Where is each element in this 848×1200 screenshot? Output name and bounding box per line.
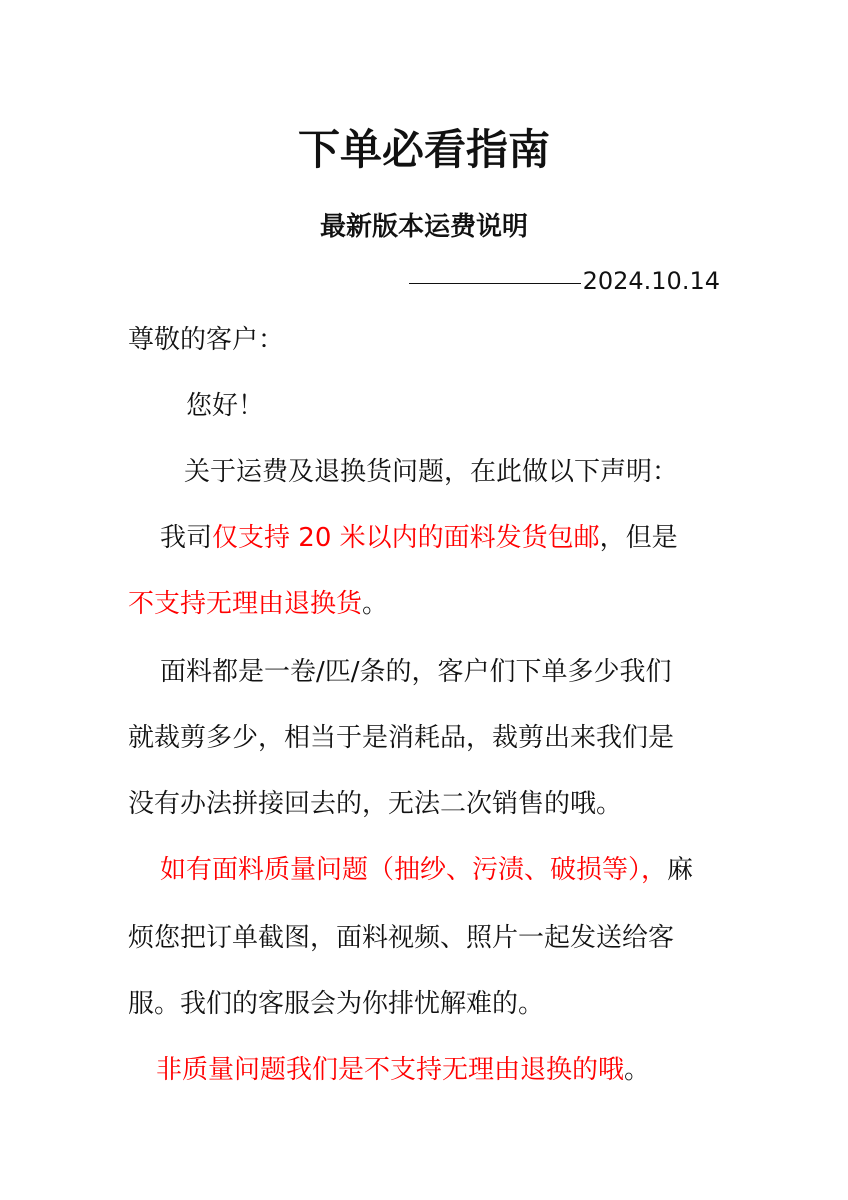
no-return-emphasis: 不支持无理由退换货	[128, 589, 363, 619]
shipping-period: 。	[362, 589, 389, 619]
date-text: 2024.10.14	[582, 267, 720, 295]
page-subtitle: 最新版本运费说明	[319, 212, 528, 242]
date-rule	[409, 283, 581, 284]
non-quality-emphasis: 非质量问题我们是不支持无理由退换的哦	[156, 1055, 625, 1085]
quality-issue-emphasis: 如有面料质量问题（抽纱、污渍、破损等），	[160, 855, 668, 885]
quality-text: 麻	[667, 855, 694, 885]
quality-paragraph-line-3: 服。我们的客服会为你排忧解难的。	[128, 989, 545, 1019]
quality-paragraph-line-1	[128, 852, 756, 888]
quality-paragraph-line-2: 烦您把订单截图，面料视频、照片一起发送给客	[128, 923, 675, 953]
fabric-paragraph-line-3: 没有办法拼接回去的，无法二次销售的哦。	[128, 789, 623, 819]
shipping-text: 我司	[160, 523, 213, 553]
free-shipping-emphasis: 仅支持 20 米以内的面料发货包邮	[212, 523, 600, 553]
greeting: 您好！	[186, 391, 265, 421]
page-title: 下单必看指南	[297, 125, 550, 174]
intro-paragraph: 关于运费及退换货问题，在此做以下声明：	[184, 457, 679, 487]
shipping-paragraph-line-1	[128, 520, 756, 556]
salutation: 尊敬的客户：	[128, 325, 285, 355]
date-line	[409, 264, 720, 298]
shipping-paragraph-line-2	[128, 586, 724, 622]
fabric-paragraph-line-1: 面料都是一卷/匹/条的，客户们下单多少我们	[160, 657, 672, 687]
shipping-text-cont: ，但是	[599, 523, 678, 553]
non-quality-paragraph	[128, 1052, 752, 1088]
fabric-paragraph-line-2: 就裁剪多少，相当于是消耗品，裁剪出来我们是	[128, 723, 675, 753]
non-quality-period: 。	[624, 1055, 651, 1085]
